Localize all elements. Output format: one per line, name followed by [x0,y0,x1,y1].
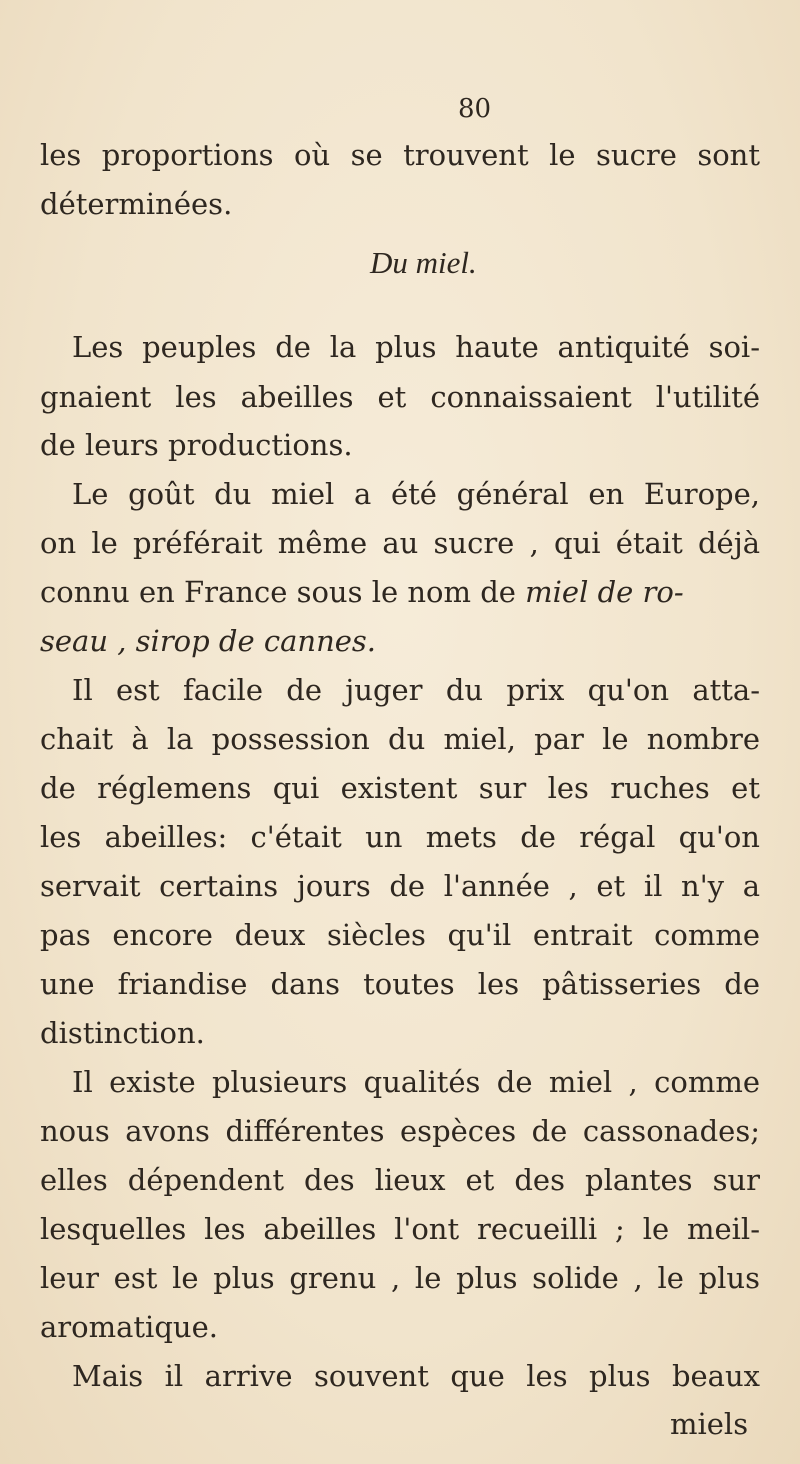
text-line: gnaient les abeilles et connaissaient l'utilité [40,380,760,414]
text-line: aromatique. [40,1310,218,1344]
text-line: lesquelles les abeilles l'ont recueilli ; le meil- [40,1212,760,1246]
text-segment: connu en France sous le nom de [40,575,516,609]
text-line: les proportions où se trouvent le sucre sont [40,138,760,172]
text-line: Il existe plusieurs qualités de miel , comme [72,1065,760,1099]
text-line: on le préférait même au sucre , qui était déjà [40,526,760,560]
text-line: elles dépendent des lieux et des plantes sur [40,1163,760,1197]
text-line: leur est le plus grenu , le plus solide , le plus [40,1261,760,1295]
text-line: servait certains jours de l'année , et il n'y a [40,869,760,903]
text-line: de leurs productions. [40,428,353,462]
text-line: une friandise dans toutes les pâtisseries de [40,967,760,1001]
text-line: Mais il arrive souvent que les plus beaux [72,1359,760,1393]
text-line: Les peuples de la plus haute antiquité soi- [72,330,760,364]
text-line: distinction. [40,1016,205,1050]
italic-term: miel de ro- [525,575,684,609]
text-line: chait à la possession du miel, par le nombre [40,722,760,756]
catchword: miels [670,1407,749,1441]
page-number: 80 [458,94,492,124]
text-line: nous avons différentes espèces de cassonades; [40,1114,760,1148]
text-line: Le goût du miel a été général en Europe, [72,477,760,511]
text-line: les abeilles: c'était un mets de régal qu'on [40,820,760,854]
text-line: Il est facile de juger du prix qu'on atta- [72,673,760,707]
text-line: déterminées. [40,187,233,221]
text-line: pas encore deux siècles qu'il entrait comme [40,918,760,952]
text-line: de réglemens qui existent sur les ruches et [40,771,760,805]
text-line [40,575,684,609]
italic-term: seau , sirop de cannes. [40,624,377,658]
section-heading: Du miel. [370,245,477,280]
